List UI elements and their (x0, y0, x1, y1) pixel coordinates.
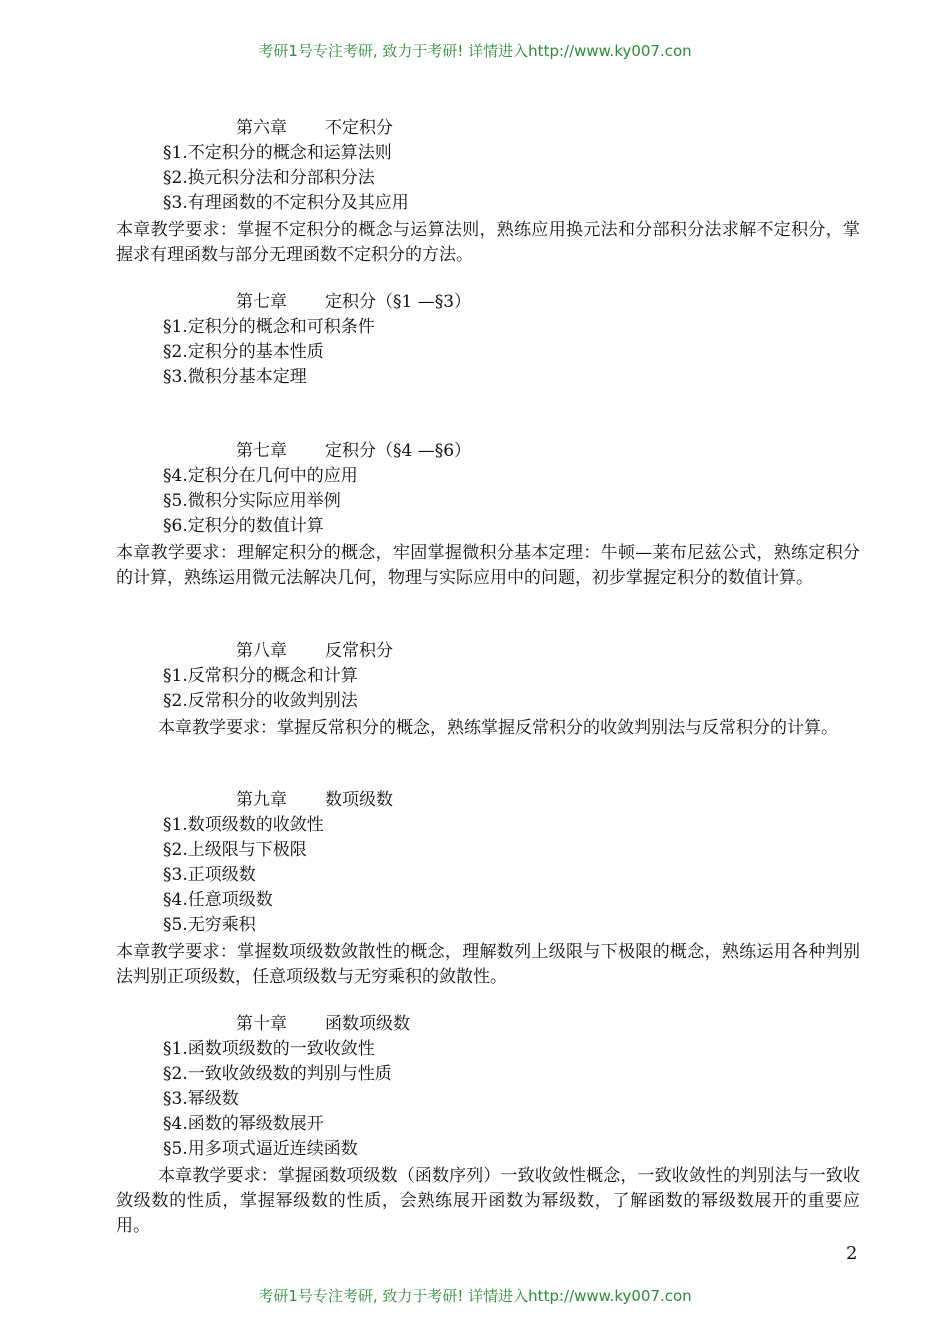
chapter-label: 第八章 (236, 641, 287, 661)
chapter-name: 数项级数 (325, 790, 393, 810)
chapter-label: 第十章 (236, 1014, 287, 1034)
chapter-title (236, 118, 393, 138)
chapter-requirements: 本章教学要求：掌握不定积分的概念与运算法则，熟练应用换元法和分部积分法求解不定积分，掌握求有理函数与部分无理函数不定积分的方法。 (116, 220, 860, 265)
section-item: §2.上级限与下极限 (163, 840, 307, 860)
section-item: §3.幂级数 (163, 1089, 239, 1109)
chapter-label: 第七章 (236, 292, 287, 312)
section-item: §6.定积分的数值计算 (163, 516, 324, 536)
section-item: §1.定积分的概念和可积条件 (163, 317, 375, 337)
chapter-name: 函数项级数 (325, 1014, 410, 1034)
chapter-requirements: 本章教学要求：理解定积分的概念，牢固掌握微积分基本定理：牛顿—莱布尼兹公式，熟练定积分的计算，熟练运用微元法解决几何，物理与实际应用中的问题，初步掌握定积分的数值计算。 (116, 543, 860, 588)
section-item: §4.定积分在几何中的应用 (163, 466, 358, 486)
section-item: §2.换元积分法和分部积分法 (163, 168, 375, 188)
chapter-title (236, 441, 471, 461)
chapter-label: 第六章 (236, 118, 287, 138)
chapter-title (236, 1014, 410, 1034)
chapter-label: 第九章 (236, 790, 287, 810)
section-item: §1.数项级数的收敛性 (163, 815, 324, 835)
page-number: 2 (846, 1243, 858, 1264)
section-item: §2.一致收敛级数的判别与性质 (163, 1064, 392, 1084)
section-item: §4.任意项级数 (163, 890, 273, 910)
section-item: §2.反常积分的收敛判别法 (163, 691, 358, 711)
section-item: §1.反常积分的概念和计算 (163, 666, 358, 686)
section-item: §5.用多项式逼近连续函数 (163, 1139, 358, 1159)
chapter-title (236, 790, 393, 810)
chapter-label: 第七章 (236, 441, 287, 461)
section-item: §5.无穷乘积 (163, 915, 256, 935)
section-item: §4.函数的幂级数展开 (163, 1114, 324, 1134)
section-item: §5.微积分实际应用举例 (163, 491, 341, 511)
section-item: §3.正项级数 (163, 865, 256, 885)
header-banner: 考研1号专注考研, 致力于考研! 详情进入http://www.ky007.con (258, 42, 692, 60)
chapter-title (236, 641, 393, 661)
section-item: §2.定积分的基本性质 (163, 342, 324, 362)
chapter-name: 定积分（§1 —§3） (325, 292, 472, 312)
section-item: §3.微积分基本定理 (163, 367, 307, 387)
section-item: §1.函数项级数的一致收敛性 (163, 1039, 375, 1059)
chapter-requirements: 本章教学要求：掌握反常积分的概念，熟练掌握反常积分的收敛判别法与反常积分的计算。 (158, 718, 838, 738)
chapter-name: 定积分（§4 —§6） (325, 441, 472, 461)
chapter-requirements: 本章教学要求：掌握数项级数敛散性的概念，理解数列上级限与下极限的概念，熟练运用各种判别法判别正项级数，任意项级数与无穷乘积的敛散性。 (116, 942, 860, 987)
section-item: §3.有理函数的不定积分及其应用 (163, 193, 409, 213)
chapter-name: 不定积分 (325, 118, 393, 138)
footer-banner: 考研1号专注考研, 致力于考研! 详情进入http://www.ky007.con (258, 1287, 692, 1305)
chapter-requirements: 本章教学要求：掌握函数项级数（函数序列）一致收敛性概念，一致收敛性的判别法与一致收敛级数的性质，掌握幂级数的性质，会熟练展开函数为幂级数，了解函数的幂级数展开的重要应用。 (116, 1166, 860, 1236)
chapter-name: 反常积分 (325, 641, 393, 661)
chapter-title (236, 292, 471, 312)
section-item: §1.不定积分的概念和运算法则 (163, 143, 392, 163)
